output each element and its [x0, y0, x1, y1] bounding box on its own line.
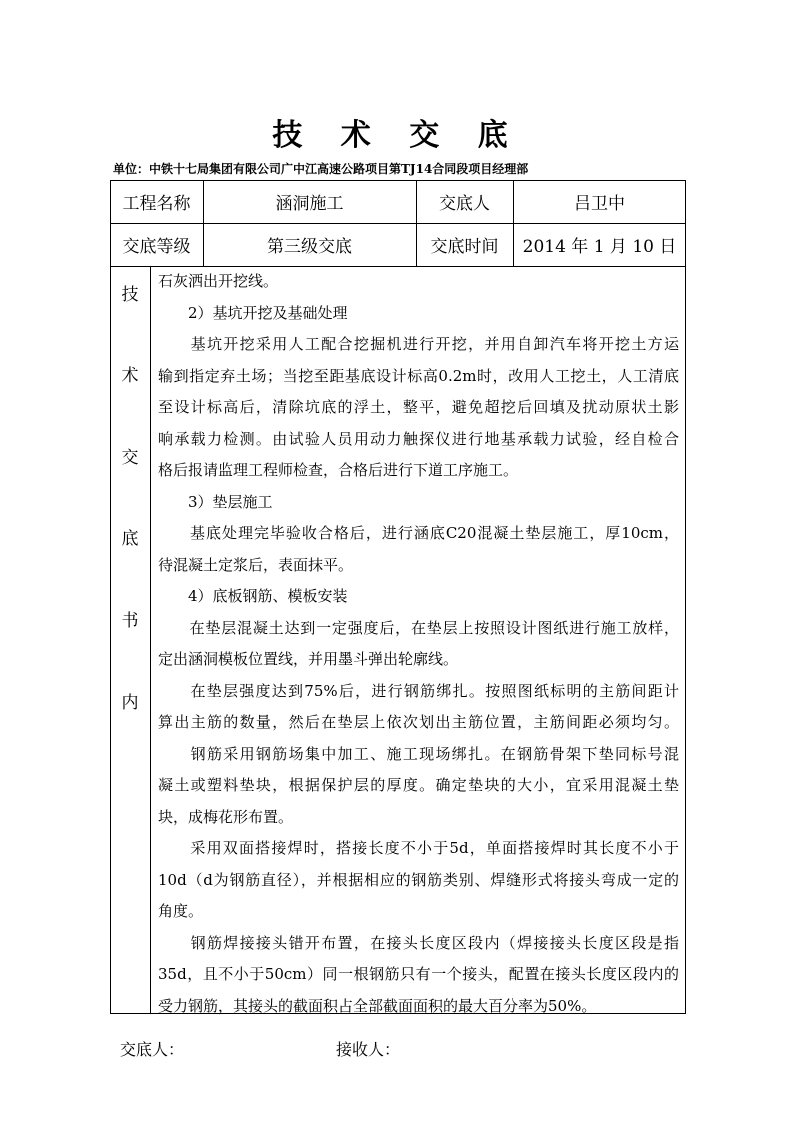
content-line: 在垫层混凝土达到一定强度后，在垫层上按照设计图纸进行施工放样，: [158, 618, 679, 637]
content-line: 钢筋采用钢筋场集中加工、施工现场绑扎。在钢筋骨架下垫同标号混: [158, 744, 679, 763]
project-name-label: 工程名称: [122, 194, 191, 214]
content-line: 钢筋焊接接头错开布置，在接头长度区段内（焊接接头长度区段是指: [158, 933, 679, 952]
project-name-value: 涵洞施工: [275, 194, 344, 214]
content-line: 输到指定弃土场；当挖至距基底设计标高0.2m时，改用人工挖土，人工清底: [158, 366, 679, 385]
content-line: 基底处理完毕验收合格后，进行涵底C20混凝土垫层施工，厚10cm，: [158, 524, 679, 542]
time-label: 交底时间: [430, 237, 499, 257]
table-col-divider: [150, 266, 151, 1014]
side-label-char: 交: [121, 448, 139, 468]
footer-receiver-label: 接收人：: [336, 1040, 401, 1059]
content-line: 至设计标高后，清除坑底的浮土，整平，避免超挖后回填及扰动原状土影: [158, 398, 679, 416]
side-label-char: 底: [121, 529, 139, 549]
content-line: 采用双面搭接焊时，搭接长度不小于5d，单面搭接焊时其长度不小于: [158, 839, 679, 857]
content-line: 块，成梅花形布置。: [158, 807, 294, 826]
footer-presenter-label: 交底人：: [120, 1040, 185, 1059]
content-line: 受力钢筋，其接头的截面积占全部截面面积的最大百分率为50%。: [158, 996, 597, 1015]
content-line: 格后报请监理工程师检查，合格后进行下道工序施工。: [158, 461, 519, 479]
content-line: 凝土或塑料垫块，根据保护层的厚度。确定垫块的大小，宜采用混凝土垫: [158, 776, 679, 794]
presenter-label: 交底人: [439, 194, 490, 214]
content-body: [158, 266, 679, 1022]
side-label-char: 技: [121, 285, 139, 305]
content-line: 待混凝土定浆后，表面抹平。: [158, 555, 354, 574]
content-line: 3）垫层施工: [158, 492, 273, 511]
content-line: 基坑开挖采用人工配合挖掘机进行开挖，并用自卸汽车将开挖土方运: [158, 335, 679, 353]
side-label-char: 术: [121, 366, 139, 386]
unit-line: 单位：中铁十七局集团有限公司广中江高速公路项目第TJ14合同段项目经理部: [113, 162, 529, 176]
page-title: 技 术 交 底: [272, 118, 522, 153]
content-line: 2）基坑开挖及基础处理: [158, 303, 348, 322]
side-label-char: 内: [121, 693, 139, 713]
content-line: 石灰洒出开挖线。: [158, 272, 279, 290]
content-line: 4）底板钢筋、模板安装: [158, 587, 348, 605]
level-label: 交底等级: [122, 237, 191, 257]
side-label-char: 书: [121, 611, 139, 631]
content-line: 响承载力检测。由试验人员用动力触探仪进行地基承载力试验，经自检合: [158, 429, 679, 448]
content-line: 角度。: [158, 902, 204, 920]
content-line: 在垫层强度达到75%后，进行钢筋绑扎。按照图纸标明的主筋间距计: [158, 681, 679, 700]
level-value: 第三级交底: [267, 237, 352, 257]
content-line: 35d，且不小于50cm）同一根钢筋只有一个接头，配置在接头长度区段内的: [158, 965, 679, 983]
time-value: 2014 年 1 月 10 日: [522, 237, 677, 257]
presenter-value: 吕卫中: [574, 194, 625, 214]
content-line: 定出涵洞模板位置线，并用墨斗弹出轮廓线。: [158, 650, 459, 668]
content-line: 10d（d为钢筋直径），并根据相应的钢筋类别、焊缝形式将接头弯成一定的: [158, 870, 679, 889]
content-line: 算出主筋的数量，然后在垫层上依次划出主筋位置，主筋间距必须均匀。: [158, 713, 679, 731]
